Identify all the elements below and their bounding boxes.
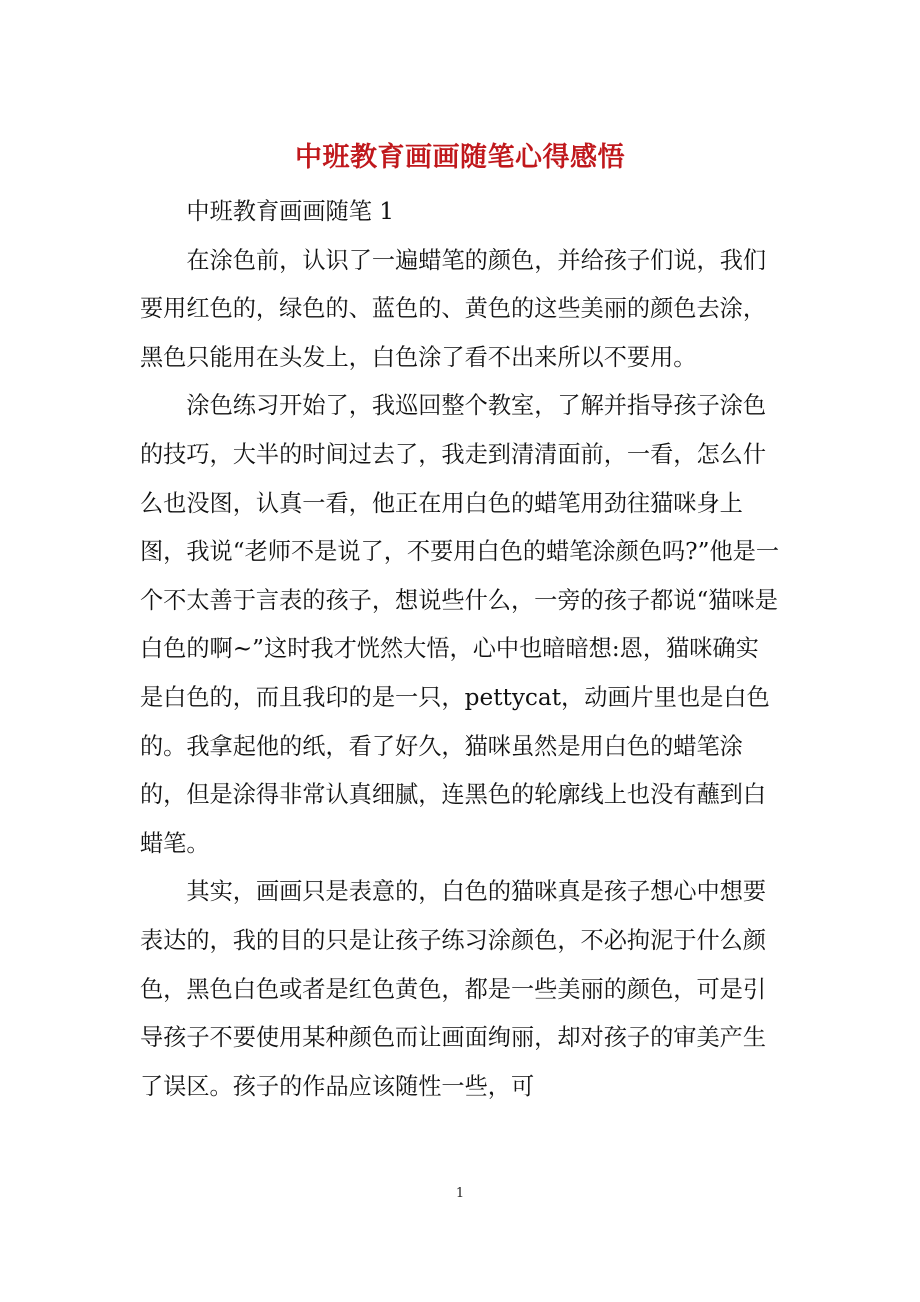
paragraph-3: 其实，画画只是表意的，白色的猫咪真是孩子想心中想要表达的，我的目的只是让孩子练习涂颜色，不必拘泥于什么颜色，黑色白色或者是红色黄色，都是一些美丽的颜色，可是引导孩子不要使用某种颜色而让画面绚丽，却对孩子的审美产生了误区。孩子的作品应该随性一些，可 [140,878,767,1100]
document-title: 中班教育画画随笔心得感悟 [295,142,625,173]
paragraph-1: 在涂色前，认识了一遍蜡笔的颜色，并给孩子们说，我们要用红色的，绿色的、蓝色的、黄色的这些美丽的颜色去涂，黑色只能用在头发上，白色涂了看不出来所以不要用。 [140,246,767,371]
document-body [140,188,780,1111]
section-heading: 中班教育画画随笔 1 [186,198,395,225]
page-number: 1 [455,1186,465,1201]
paragraph-2: 涂色练习开始了，我巡回整个教室，了解并指导孩子涂色的技巧，大半的时间过去了，我走到清清面前，一看，怎么什么也没图，认真一看，他正在用白色的蜡笔用劲往猫咪身上图，我说“老师不是说了，不要用白色的蜡笔涂颜色吗?”他是一个不太善于言表的孩子，想说些什么，一旁的孩子都说“猫咪是白色的啊~”这时我才恍然大悟，心中也暗暗想:恩，猫咪确实是白色的，而且我印的是一只，pettycat，动画片里也是白色的。我拿起他的纸，看了好久，猫咪虽然是用白色的蜡笔涂的，但是涂得非常认真细腻，连黑色的轮廓线上也没有蘸到白蜡笔。 [140,392,780,857]
